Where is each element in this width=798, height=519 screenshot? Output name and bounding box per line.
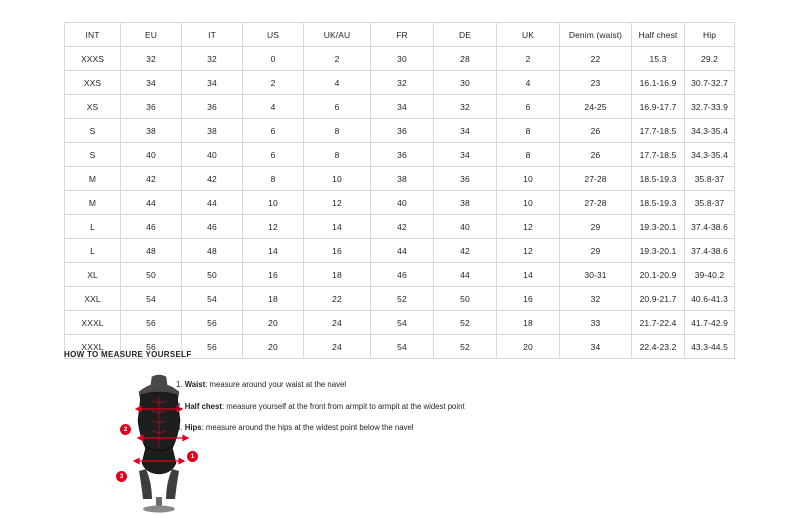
cell-uk: 10 [497, 167, 560, 191]
cell-it: 44 [182, 191, 243, 215]
cell-uk-au: 4 [304, 71, 371, 95]
cell-fr: 32 [371, 71, 434, 95]
cell-us: 0 [243, 47, 304, 71]
table-body [65, 47, 735, 359]
cell-uk-au: 18 [304, 263, 371, 287]
table-row [65, 239, 735, 263]
table-row [65, 215, 735, 239]
cell-eu: 50 [121, 263, 182, 287]
cell-fr: 38 [371, 167, 434, 191]
table-header-row [65, 23, 735, 47]
cell-us: 8 [243, 167, 304, 191]
note-text-hips: : measure around the hips at the widest point below the navel [201, 423, 414, 433]
cell-de: 34 [434, 143, 497, 167]
cell-fr: 36 [371, 143, 434, 167]
cell-half-chest: 22.4-23.2 [632, 335, 685, 359]
note-index-2: 2. [176, 401, 183, 411]
cell-half-chest: 15.3 [632, 47, 685, 71]
table-row [65, 143, 735, 167]
cell-half-chest: 17.7-18.5 [632, 119, 685, 143]
cell-de: 30 [434, 71, 497, 95]
size-chart-table [64, 22, 735, 359]
marker-3: 3 [116, 471, 127, 482]
table-row [65, 167, 735, 191]
cell-it: 42 [182, 167, 243, 191]
cell-hip: 34.3-35.4 [685, 143, 735, 167]
cell-int: M [65, 191, 121, 215]
cell-fr: 46 [371, 263, 434, 287]
measure-note-half-chest [176, 403, 696, 412]
cell-eu: 42 [121, 167, 182, 191]
cell-it: 56 [182, 335, 243, 359]
cell-uk-au: 22 [304, 287, 371, 311]
cell-uk-au: 2 [304, 47, 371, 71]
cell-hip: 32.7-33.9 [685, 95, 735, 119]
cell-eu: 56 [121, 311, 182, 335]
cell-half-chest: 16.9-17.7 [632, 95, 685, 119]
cell-hip: 29.2 [685, 47, 735, 71]
cell-it: 56 [182, 311, 243, 335]
cell-half-chest: 20.1-20.9 [632, 263, 685, 287]
cell-int: S [65, 119, 121, 143]
cell-eu: 44 [121, 191, 182, 215]
table-row [65, 311, 735, 335]
cell-it: 36 [182, 95, 243, 119]
cell-int: S [65, 143, 121, 167]
cell-it: 48 [182, 239, 243, 263]
cell-uk: 8 [497, 143, 560, 167]
note-term-waist: Waist [184, 380, 206, 389]
cell-int: M [65, 167, 121, 191]
cell-eu: 48 [121, 239, 182, 263]
cell-uk-au: 6 [304, 95, 371, 119]
column-header-uk: UK [497, 23, 560, 47]
cell-us: 12 [243, 215, 304, 239]
cell-uk: 12 [497, 215, 560, 239]
cell-denim-waist: 29 [560, 239, 632, 263]
cell-uk: 18 [497, 311, 560, 335]
cell-uk-au: 14 [304, 215, 371, 239]
cell-hip: 34.3-35.4 [685, 119, 735, 143]
cell-us: 10 [243, 191, 304, 215]
cell-denim-waist: 24-25 [560, 95, 632, 119]
cell-it: 32 [182, 47, 243, 71]
measure-note-waist [176, 381, 696, 390]
cell-fr: 52 [371, 287, 434, 311]
measure-note-hips [176, 424, 696, 433]
cell-de: 44 [434, 263, 497, 287]
cell-de: 32 [434, 95, 497, 119]
cell-int: L [65, 215, 121, 239]
cell-int: XXXS [65, 47, 121, 71]
column-header-fr: FR [371, 23, 434, 47]
cell-uk-au: 8 [304, 119, 371, 143]
cell-fr: 44 [371, 239, 434, 263]
column-header-hip: Hip [685, 23, 735, 47]
cell-int: XXS [65, 71, 121, 95]
cell-int: XXXL [65, 335, 121, 359]
cell-de: 28 [434, 47, 497, 71]
cell-uk: 8 [497, 119, 560, 143]
cell-half-chest: 19.3-20.1 [632, 239, 685, 263]
table-row [65, 263, 735, 287]
cell-uk-au: 24 [304, 311, 371, 335]
cell-hip: 41.7-42.9 [685, 311, 735, 335]
measure-notes-list [176, 381, 696, 446]
marker-1: 1 [187, 451, 198, 462]
cell-eu: 32 [121, 47, 182, 71]
cell-de: 40 [434, 215, 497, 239]
cell-it: 46 [182, 215, 243, 239]
cell-fr: 36 [371, 119, 434, 143]
cell-uk-au: 24 [304, 335, 371, 359]
cell-hip: 43.3-44.5 [685, 335, 735, 359]
cell-it: 50 [182, 263, 243, 287]
column-header-half-chest: Half chest [632, 23, 685, 47]
cell-half-chest: 19.3-20.1 [632, 215, 685, 239]
cell-uk: 14 [497, 263, 560, 287]
table-row [65, 47, 735, 71]
cell-denim-waist: 27-28 [560, 191, 632, 215]
cell-denim-waist: 22 [560, 47, 632, 71]
note-term-hips: Hips [184, 423, 202, 433]
marker-2: 2 [120, 424, 131, 435]
cell-eu: 40 [121, 143, 182, 167]
column-header-de: DE [434, 23, 497, 47]
column-header-eu: EU [121, 23, 182, 47]
column-header-us: US [243, 23, 304, 47]
cell-us: 2 [243, 71, 304, 95]
cell-de: 52 [434, 311, 497, 335]
cell-us: 14 [243, 239, 304, 263]
cell-int: XXXL [65, 311, 121, 335]
cell-denim-waist: 27-28 [560, 167, 632, 191]
cell-half-chest: 17.7-18.5 [632, 143, 685, 167]
cell-denim-waist: 23 [560, 71, 632, 95]
note-text-half-chest: : measure yourself at the front from armpit to armpit at the widest point [221, 401, 465, 411]
cell-denim-waist: 26 [560, 143, 632, 167]
cell-us: 6 [243, 143, 304, 167]
cell-half-chest: 16.1-16.9 [632, 71, 685, 95]
cell-half-chest: 18.5-19.3 [632, 191, 685, 215]
cell-half-chest: 18.5-19.3 [632, 167, 685, 191]
cell-de: 36 [434, 167, 497, 191]
cell-int: L [65, 239, 121, 263]
table-row [65, 95, 735, 119]
cell-fr: 40 [371, 191, 434, 215]
cell-fr: 42 [371, 215, 434, 239]
cell-eu: 56 [121, 335, 182, 359]
column-header-uk-au: UK/AU [304, 23, 371, 47]
note-text-waist: : measure around your waist at the navel [205, 380, 347, 389]
cell-de: 38 [434, 191, 497, 215]
cell-uk: 2 [497, 47, 560, 71]
cell-denim-waist: 32 [560, 287, 632, 311]
table-row [65, 119, 735, 143]
cell-fr: 34 [371, 95, 434, 119]
cell-uk: 4 [497, 71, 560, 95]
cell-us: 6 [243, 119, 304, 143]
column-header-it: IT [182, 23, 243, 47]
cell-half-chest: 20.9-21.7 [632, 287, 685, 311]
cell-fr: 30 [371, 47, 434, 71]
cell-int: XL [65, 263, 121, 287]
how-to-measure-body [64, 369, 734, 519]
cell-uk: 16 [497, 287, 560, 311]
how-to-measure-section [64, 350, 734, 519]
cell-de: 34 [434, 119, 497, 143]
note-index-1: 1. [176, 380, 183, 389]
cell-de: 42 [434, 239, 497, 263]
table-row [65, 191, 735, 215]
cell-uk-au: 12 [304, 191, 371, 215]
note-index-3: 3. [176, 423, 183, 433]
cell-it: 54 [182, 287, 243, 311]
cell-hip: 39-40.2 [685, 263, 735, 287]
cell-uk: 6 [497, 95, 560, 119]
how-to-measure-title: HOW TO MEASURE YOURSELF [64, 350, 192, 359]
column-header-int: INT [65, 23, 121, 47]
table-row [65, 287, 735, 311]
table-row [65, 71, 735, 95]
cell-us: 4 [243, 95, 304, 119]
cell-us: 20 [243, 311, 304, 335]
cell-uk: 20 [497, 335, 560, 359]
cell-it: 40 [182, 143, 243, 167]
cell-denim-waist: 34 [560, 335, 632, 359]
cell-denim-waist: 33 [560, 311, 632, 335]
cell-half-chest: 21.7-22.4 [632, 311, 685, 335]
cell-eu: 38 [121, 119, 182, 143]
cell-fr: 54 [371, 335, 434, 359]
cell-it: 38 [182, 119, 243, 143]
cell-hip: 35.8-37 [685, 167, 735, 191]
cell-us: 16 [243, 263, 304, 287]
cell-int: XS [65, 95, 121, 119]
cell-uk: 10 [497, 191, 560, 215]
cell-denim-waist: 26 [560, 119, 632, 143]
note-term-half-chest: Half chest [184, 401, 222, 411]
cell-uk-au: 16 [304, 239, 371, 263]
cell-denim-waist: 30-31 [560, 263, 632, 287]
column-header-denim-waist: Denim (waist) [560, 23, 632, 47]
cell-eu: 54 [121, 287, 182, 311]
cell-hip: 37.4-38.6 [685, 215, 735, 239]
cell-denim-waist: 29 [560, 215, 632, 239]
cell-hip: 40.6-41.3 [685, 287, 735, 311]
cell-uk-au: 10 [304, 167, 371, 191]
cell-fr: 54 [371, 311, 434, 335]
cell-hip: 30.7-32.7 [685, 71, 735, 95]
cell-uk: 12 [497, 239, 560, 263]
cell-uk-au: 8 [304, 143, 371, 167]
cell-eu: 46 [121, 215, 182, 239]
cell-eu: 34 [121, 71, 182, 95]
cell-hip: 37.4-38.6 [685, 239, 735, 263]
cell-de: 52 [434, 335, 497, 359]
cell-it: 34 [182, 71, 243, 95]
size-chart-container [64, 22, 734, 359]
cell-us: 18 [243, 287, 304, 311]
cell-us: 20 [243, 335, 304, 359]
cell-hip: 35.8-37 [685, 191, 735, 215]
cell-eu: 36 [121, 95, 182, 119]
cell-int: XXL [65, 287, 121, 311]
cell-de: 50 [434, 287, 497, 311]
